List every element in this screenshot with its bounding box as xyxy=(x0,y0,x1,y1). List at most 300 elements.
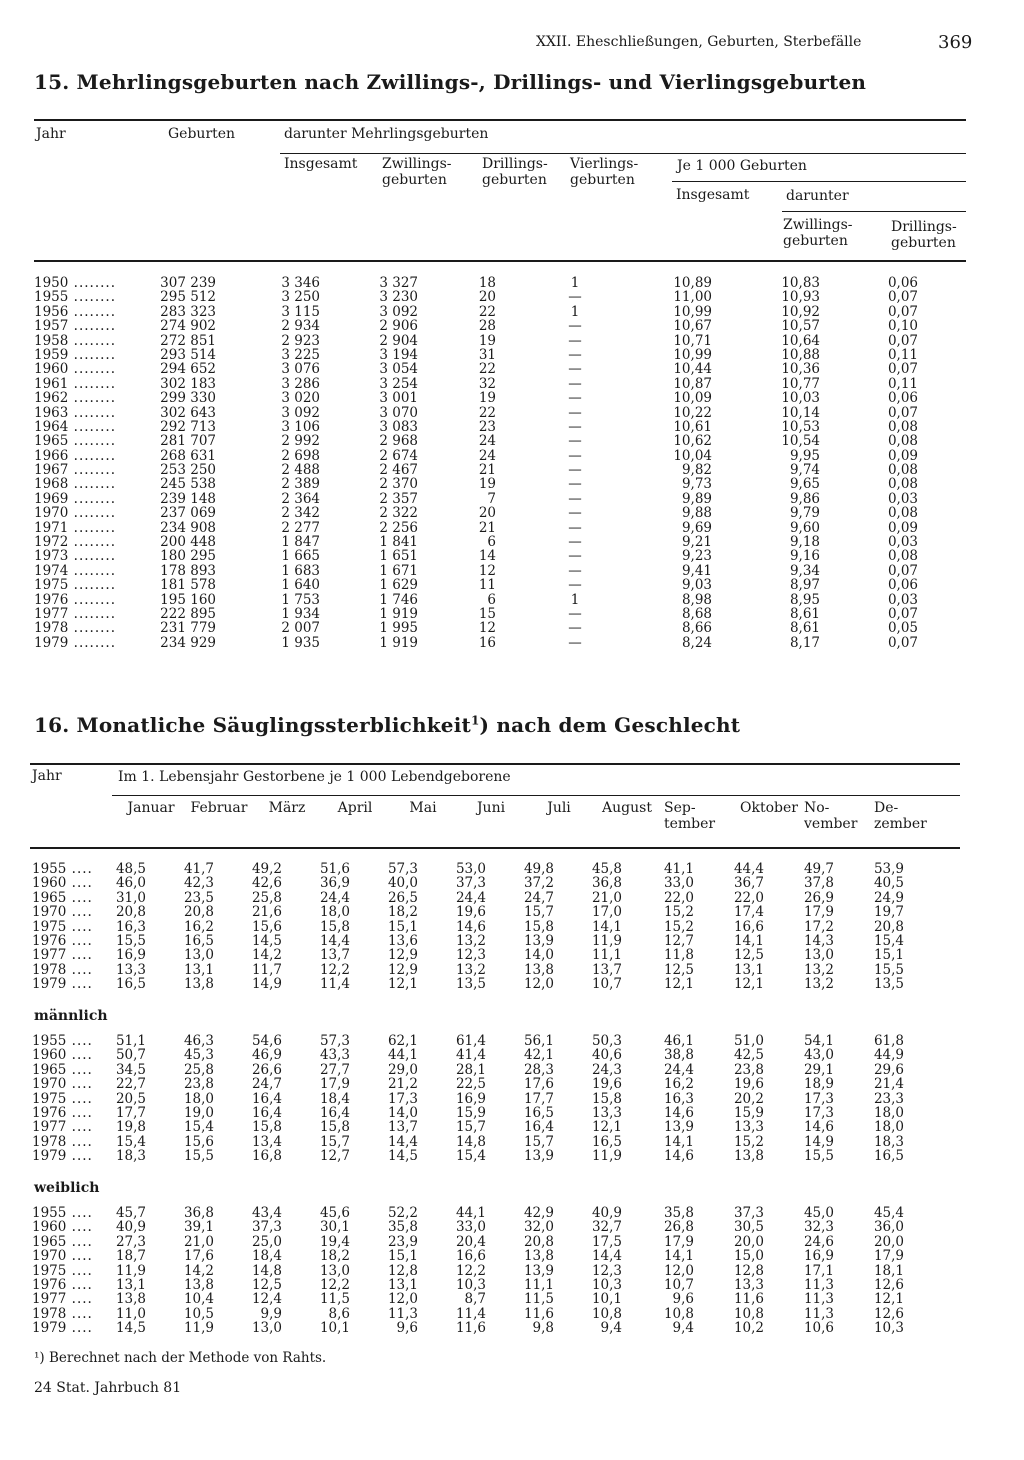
t16-cell: 43,0 xyxy=(803,1047,834,1064)
t15-cell: 0,06 xyxy=(887,577,918,594)
t15-cell: 1958 ..... xyxy=(34,334,144,348)
t15-cell: — xyxy=(568,519,582,536)
t16-col-month xyxy=(248,1206,282,1336)
t16-cell: 45,7 xyxy=(115,1205,146,1221)
t15-cell: 8,95 xyxy=(789,591,820,608)
t16-cell: 13,9 xyxy=(523,932,554,949)
t15-cell: 180 295 xyxy=(160,548,216,565)
t16-month-header: Sep- tember xyxy=(664,800,716,832)
t15-cell: 8,68 xyxy=(681,605,712,622)
t15-cell: 2 364 xyxy=(281,490,320,507)
t15-cell: 19 xyxy=(478,476,496,493)
t15-cell: 231 779 xyxy=(160,620,216,637)
t15-cell: 1 629 xyxy=(379,577,418,594)
t16-cell: 16,6 xyxy=(455,1248,486,1265)
t16-col-month xyxy=(800,862,834,992)
t16-cell: 12,1 xyxy=(663,976,694,993)
t15-cell: 2 904 xyxy=(379,332,418,349)
t16-cell: 36,9 xyxy=(319,875,350,892)
t16-year-cell: 1970 .... xyxy=(32,1077,93,1091)
t15-cell: 10,71 xyxy=(673,332,712,349)
t16-header-jahr: Jahr xyxy=(32,768,62,784)
t15-cell: 272 851 xyxy=(160,332,216,349)
t16-cell: 17,2 xyxy=(803,918,834,935)
t16-cell: 17,5 xyxy=(591,1233,622,1250)
t16-cell: 28,3 xyxy=(523,1061,554,1078)
t15-cell: 1966 ..... xyxy=(34,449,144,463)
t15-cell: 0,03 xyxy=(887,534,918,551)
t16-cell: 14,1 xyxy=(663,1248,694,1265)
t16-cell: 10,1 xyxy=(319,1320,350,1337)
t16-cell: 12,7 xyxy=(663,932,694,949)
t16-cell: 12,6 xyxy=(873,1305,904,1322)
t16-cell: 23,8 xyxy=(733,1061,764,1078)
t15-cell: 2 007 xyxy=(281,620,320,637)
t15-cell: 0,10 xyxy=(887,318,918,335)
t15-cell: 9,16 xyxy=(789,548,820,565)
t16-cell: 12,5 xyxy=(733,947,764,964)
t16-year-cell: 1970 .... xyxy=(32,905,93,919)
t15-cell: — xyxy=(568,476,582,493)
t15-cell: 294 652 xyxy=(160,361,216,378)
t15-cell: 3 001 xyxy=(379,390,418,407)
t15-cell: 19 xyxy=(478,332,496,349)
t15-header-je-zwillings: Zwillings- geburten xyxy=(783,217,853,249)
t15-cell: — xyxy=(568,346,582,363)
t16-col-month xyxy=(870,1034,904,1164)
t16-cell: 16,4 xyxy=(523,1119,554,1136)
t16-cell: 18,2 xyxy=(319,1248,350,1265)
t15-cell: 0,03 xyxy=(887,490,918,507)
t16-cell: 13,3 xyxy=(733,1276,764,1293)
t16-cell: 11,5 xyxy=(523,1291,554,1308)
t16-cell: 8,7 xyxy=(464,1291,486,1308)
t15-cell: 3 054 xyxy=(379,361,418,378)
t15-cell: 14 xyxy=(478,548,496,565)
t15-cell: 292 713 xyxy=(160,418,216,435)
t15-cell: — xyxy=(568,634,582,651)
t15-col-je-zwillings xyxy=(770,276,820,650)
t15-cell: 22 xyxy=(478,404,496,421)
t15-cell: 1965 ..... xyxy=(34,434,144,448)
t16-col-month xyxy=(316,1206,350,1336)
t16-cell: 14,6 xyxy=(455,918,486,935)
t15-cell: — xyxy=(568,490,582,507)
t16-cell: 12,1 xyxy=(387,976,418,993)
t16-cell: 36,0 xyxy=(873,1219,904,1236)
t15-cell: 253 250 xyxy=(160,462,216,479)
t16-year-cell: 1960 .... xyxy=(32,1048,93,1062)
t15-header-zwillings: Zwillings- geburten xyxy=(382,156,452,188)
t15-cell: 0,03 xyxy=(887,591,918,608)
t15-cell: 0,08 xyxy=(887,548,918,565)
t15-cell: — xyxy=(568,361,582,378)
t16-cell: 16,3 xyxy=(663,1090,694,1107)
t16-col-month xyxy=(180,862,214,992)
t16-cell: 13,8 xyxy=(523,961,554,978)
t16-cell: 15,4 xyxy=(873,932,904,949)
t15-cell: 0,08 xyxy=(887,433,918,450)
t16-col-month xyxy=(588,862,622,992)
t16-cell: 13,9 xyxy=(523,1148,554,1165)
t16-cell: 14,1 xyxy=(733,932,764,949)
t16-cell: 12,1 xyxy=(873,1291,904,1308)
t16-cell: 35,8 xyxy=(387,1219,418,1236)
t16-cell: 11,6 xyxy=(455,1320,486,1337)
t16-cell: 24,4 xyxy=(663,1061,694,1078)
t15-header-darunter-mehrlings: darunter Mehrlingsgeburten xyxy=(284,126,489,142)
t16-col-month xyxy=(870,1206,904,1336)
t15-cell: 9,41 xyxy=(681,562,712,579)
t16-cell: 13,2 xyxy=(803,961,834,978)
t15-cell: — xyxy=(568,390,582,407)
t15-cell: 9,65 xyxy=(789,476,820,493)
t15-cell: 10,36 xyxy=(781,361,820,378)
t16-cell: 11,4 xyxy=(455,1305,486,1322)
t16-year-cell: 1965 .... xyxy=(32,1235,93,1249)
t16-col-month xyxy=(112,1034,146,1164)
t16-cell: 24,7 xyxy=(523,889,554,906)
t16-cell: 49,2 xyxy=(251,861,282,877)
t16-cell: 39,1 xyxy=(183,1219,214,1236)
t15-col-jahr xyxy=(34,276,144,650)
t16-cell: 17,6 xyxy=(183,1248,214,1265)
t15-cell: 1967 ..... xyxy=(34,463,144,477)
t15-header-geburten: Geburten xyxy=(168,126,236,142)
t15-cell: 9,88 xyxy=(681,505,712,522)
t16-cell: 44,9 xyxy=(873,1047,904,1064)
t15-cell: 9,89 xyxy=(681,490,712,507)
t16-cell: 19,6 xyxy=(733,1076,764,1093)
t15-cell: 9,86 xyxy=(789,490,820,507)
t16-cell: 26,5 xyxy=(387,889,418,906)
t16-cell: 15,5 xyxy=(873,961,904,978)
t16-cell: 12,9 xyxy=(387,947,418,964)
t15-cell: 3 076 xyxy=(281,361,320,378)
t16-group-label: männlich xyxy=(34,1008,108,1024)
t16-cell: 23,5 xyxy=(183,889,214,906)
t15-cell: 1 746 xyxy=(379,591,418,608)
t16-cell: 48,5 xyxy=(115,861,146,877)
t15-cell: 24 xyxy=(478,447,496,464)
t15-cell: 245 538 xyxy=(160,476,216,493)
t16-cell: 29,6 xyxy=(873,1061,904,1078)
t15-cell: 1973 ..... xyxy=(34,549,144,563)
t15-cell: 10,83 xyxy=(781,275,820,291)
t15-cell: 24 xyxy=(478,433,496,450)
t15-cell: 9,69 xyxy=(681,519,712,536)
t15-cell: 1956 ..... xyxy=(34,305,144,319)
t15-cell: 10,61 xyxy=(673,418,712,435)
t16-cell: 15,2 xyxy=(663,918,694,935)
t16-cell: 14,4 xyxy=(319,932,350,949)
t16-col-month xyxy=(316,1034,350,1164)
t15-cell: 2 488 xyxy=(281,462,320,479)
t16-cell: 11,3 xyxy=(803,1276,834,1293)
t16-cell: 14,1 xyxy=(663,1133,694,1150)
t16-col-month xyxy=(588,1206,622,1336)
t15-cell: 1968 ..... xyxy=(34,477,144,491)
t15-cell: 0,05 xyxy=(887,620,918,637)
t16-rule-sub xyxy=(112,795,960,796)
t15-cell: 2 389 xyxy=(281,476,320,493)
t15-cell: 0,07 xyxy=(887,303,918,320)
t16-year-cell: 1975 .... xyxy=(32,920,93,934)
t16-cell: 13,8 xyxy=(115,1291,146,1308)
t15-cell: 200 448 xyxy=(160,534,216,551)
t16-cell: 13,3 xyxy=(591,1104,622,1121)
t16-year-cell: 1960 .... xyxy=(32,1220,93,1234)
t15-cell: 10,67 xyxy=(673,318,712,335)
t15-cell: 274 902 xyxy=(160,318,216,335)
t16-cell: 16,4 xyxy=(251,1104,282,1121)
t15-cell: — xyxy=(568,620,582,637)
t16-month-header: Oktober xyxy=(740,800,798,816)
t16-cell: 15,5 xyxy=(115,932,146,949)
t15-cell: 10,03 xyxy=(781,390,820,407)
t16-cell: 42,9 xyxy=(523,1205,554,1221)
t16-cell: 30,5 xyxy=(733,1219,764,1236)
t15-cell: 1971 ..... xyxy=(34,521,144,535)
t16-cell: 9,6 xyxy=(672,1291,694,1308)
t15-cell: 15 xyxy=(478,605,496,622)
t16-cell: 16,9 xyxy=(455,1090,486,1107)
t15-cell: 1 640 xyxy=(281,577,320,594)
t15-cell: — xyxy=(568,534,582,551)
t15-cell: 9,79 xyxy=(789,505,820,522)
t16-col-month xyxy=(730,1034,764,1164)
t15-cell: 10,87 xyxy=(673,375,712,392)
t16-cell: 13,0 xyxy=(183,947,214,964)
t16-cell: 46,9 xyxy=(251,1047,282,1064)
t15-cell: 22 xyxy=(478,303,496,320)
t16-year-cell: 1976 .... xyxy=(32,934,93,948)
t15-cell: — xyxy=(568,418,582,435)
t15-cell: 2 256 xyxy=(379,519,418,536)
t15-cell: 0,08 xyxy=(887,418,918,435)
t16-cell: 14,9 xyxy=(803,1133,834,1150)
t16-cell: 33,0 xyxy=(663,875,694,892)
t15-cell: 0,06 xyxy=(887,390,918,407)
t16-month-header: Juni xyxy=(476,800,506,816)
t15-cell: 1 651 xyxy=(379,548,418,565)
t16-cell: 17,1 xyxy=(803,1262,834,1279)
t16-cell: 14,0 xyxy=(387,1104,418,1121)
t16-cell: 16,9 xyxy=(115,947,146,964)
t16-cell: 36,7 xyxy=(733,875,764,892)
t16-cell: 12,8 xyxy=(387,1262,418,1279)
t16-cell: 11,9 xyxy=(115,1262,146,1279)
t16-month-header: Juli xyxy=(547,800,571,816)
t16-cell: 14,6 xyxy=(663,1148,694,1165)
t15-cell: 9,60 xyxy=(789,519,820,536)
t15-cell: 181 578 xyxy=(160,577,216,594)
t16-col-month xyxy=(248,862,282,992)
t16-cell: 20,8 xyxy=(523,1233,554,1250)
t15-cell: 1974 ..... xyxy=(34,564,144,578)
t15-cell: 9,74 xyxy=(789,462,820,479)
t16-cell: 18,0 xyxy=(873,1104,904,1121)
t16-cell: 19,6 xyxy=(455,904,486,921)
t16-cell: 13,5 xyxy=(873,976,904,993)
t15-col-zwillings xyxy=(360,276,418,650)
t16-col-month xyxy=(520,1206,554,1336)
t16-cell: 54,1 xyxy=(803,1033,834,1049)
t15-cell: 12 xyxy=(478,562,496,579)
t16-cell: 45,8 xyxy=(591,861,622,877)
t16-col-month xyxy=(384,1034,418,1164)
t16-cell: 11,1 xyxy=(523,1276,554,1293)
t16-cell: 13,7 xyxy=(591,961,622,978)
t16-year-cell: 1975 .... xyxy=(32,1264,93,1278)
t16-col-month xyxy=(452,1206,486,1336)
t15-cell: 3 070 xyxy=(379,404,418,421)
t16-cell: 13,4 xyxy=(251,1133,282,1150)
t16-cell: 52,2 xyxy=(387,1205,418,1221)
t16-cell: 11,9 xyxy=(591,1148,622,1165)
t16-cell: 33,0 xyxy=(455,1219,486,1236)
t15-cell: 16 xyxy=(478,634,496,651)
t15-cell: 19 xyxy=(478,390,496,407)
t16-cell: 15,2 xyxy=(733,1133,764,1150)
t16-cell: 21,0 xyxy=(591,889,622,906)
t15-cell: 1972 ..... xyxy=(34,535,144,549)
t16-cell: 15,4 xyxy=(183,1119,214,1136)
t16-cell: 12,6 xyxy=(873,1276,904,1293)
t16-cell: 18,0 xyxy=(319,904,350,921)
t16-cell: 40,9 xyxy=(591,1205,622,1221)
table-16-top-rule xyxy=(30,763,960,765)
t15-cell: 1978 ..... xyxy=(34,621,144,635)
running-header: XXII. Eheschließungen, Geburten, Sterbefälle xyxy=(536,34,862,50)
t16-cell: 17,9 xyxy=(663,1233,694,1250)
t15-cell: 32 xyxy=(478,375,496,392)
t15-cell: 2 923 xyxy=(281,332,320,349)
t16-cell: 13,8 xyxy=(183,976,214,993)
t16-cell: 29,0 xyxy=(387,1061,418,1078)
t16-cell: 11,1 xyxy=(591,947,622,964)
t16-cell: 30,1 xyxy=(319,1219,350,1236)
t15-cell: 10,04 xyxy=(673,447,712,464)
t15-header-jahr: Jahr xyxy=(36,126,66,142)
t15-cell: 9,18 xyxy=(789,534,820,551)
t15-col-insgesamt xyxy=(262,276,320,650)
t16-cell: 16,4 xyxy=(319,1104,350,1121)
t16-cell: 12,9 xyxy=(387,961,418,978)
t16-cell: 18,2 xyxy=(387,904,418,921)
t16-cell: 15,5 xyxy=(183,1148,214,1165)
t15-cell: 3 194 xyxy=(379,346,418,363)
t15-cell: 2 277 xyxy=(281,519,320,536)
t16-cell: 11,0 xyxy=(115,1305,146,1322)
t16-cell: 19,6 xyxy=(591,1076,622,1093)
t16-title-footnote-mark: 1 xyxy=(470,713,480,728)
t16-cell: 14,4 xyxy=(591,1248,622,1265)
t16-col-month xyxy=(384,862,418,992)
t16-cell: 13,5 xyxy=(455,976,486,993)
t16-col-month xyxy=(520,862,554,992)
t16-cell: 37,8 xyxy=(803,875,834,892)
t16-cell: 12,2 xyxy=(319,961,350,978)
t16-cell: 16,9 xyxy=(803,1248,834,1265)
t16-cell: 46,0 xyxy=(115,875,146,892)
t16-cell: 21,0 xyxy=(183,1233,214,1250)
t15-cell: 1975 ..... xyxy=(34,578,144,592)
t16-cell: 10,3 xyxy=(873,1320,904,1337)
t15-cell: 0,07 xyxy=(887,634,918,651)
t16-cell: 36,8 xyxy=(591,875,622,892)
t15-cell: 3 092 xyxy=(281,404,320,421)
t16-cell: 13,2 xyxy=(803,976,834,993)
t15-header-vierlings: Vierlings- geburten xyxy=(570,156,639,188)
t16-cell: 19,4 xyxy=(319,1233,350,1250)
t16-cell: 35,8 xyxy=(663,1205,694,1221)
t16-year-cell: 1975 .... xyxy=(32,1092,93,1106)
t15-cell: 0,07 xyxy=(887,605,918,622)
t16-cell: 42,1 xyxy=(523,1047,554,1064)
t16-cell: 13,2 xyxy=(455,932,486,949)
t16-cell: 18,0 xyxy=(183,1090,214,1107)
t15-cell: 8,17 xyxy=(789,634,820,651)
t16-cell: 13,1 xyxy=(183,961,214,978)
t15-header-je-darunter: darunter xyxy=(786,188,849,204)
t16-cell: 10,3 xyxy=(455,1276,486,1293)
t16-cell: 41,4 xyxy=(455,1047,486,1064)
t16-cell: 18,0 xyxy=(873,1119,904,1136)
t16-cell: 50,7 xyxy=(115,1047,146,1064)
t16-cell: 20,0 xyxy=(733,1233,764,1250)
t16-cell: 37,2 xyxy=(523,875,554,892)
t16-cell: 31,0 xyxy=(115,889,146,906)
t16-cell: 12,1 xyxy=(591,1119,622,1136)
t15-cell: 18 xyxy=(478,275,496,291)
t16-month-header: Januar xyxy=(127,800,175,816)
t15-cell: 1977 ..... xyxy=(34,607,144,621)
t16-year-cell: 1955 .... xyxy=(32,1206,93,1220)
t15-cell: 28 xyxy=(478,318,496,335)
t16-cell: 14,5 xyxy=(115,1320,146,1337)
t16-cell: 16,2 xyxy=(663,1076,694,1093)
t15-cell: — xyxy=(568,289,582,306)
t16-col-month xyxy=(588,1034,622,1164)
t16-col-month xyxy=(112,862,146,992)
t16-cell: 17,0 xyxy=(591,904,622,921)
t15-cell: 1 935 xyxy=(281,634,320,651)
t16-cell: 53,9 xyxy=(873,861,904,877)
t16-cell: 23,3 xyxy=(873,1090,904,1107)
t15-cell: 222 895 xyxy=(160,605,216,622)
t16-cell: 28,1 xyxy=(455,1061,486,1078)
t16-cell: 53,0 xyxy=(455,861,486,877)
t15-cell: 2 674 xyxy=(379,447,418,464)
t16-col-month xyxy=(248,1034,282,1164)
t16-col-month xyxy=(384,1206,418,1336)
t16-col-month xyxy=(452,862,486,992)
t16-cell: 56,1 xyxy=(523,1033,554,1049)
t15-cell: 21 xyxy=(478,519,496,536)
t15-cell: 2 322 xyxy=(379,505,418,522)
t15-cell: 1976 ..... xyxy=(34,593,144,607)
t16-year-cell: 1970 .... xyxy=(32,1249,93,1263)
t16-cell: 14,8 xyxy=(455,1133,486,1150)
t16-header-bottom-rule xyxy=(30,847,960,849)
t16-cell: 54,6 xyxy=(251,1033,282,1049)
t15-cell: 1 847 xyxy=(281,534,320,551)
t15-header-bottom-rule xyxy=(34,260,966,262)
t15-col-geburten xyxy=(150,276,216,650)
t15-header-je1000: Je 1 000 Geburten xyxy=(677,158,807,174)
t16-cell: 15,4 xyxy=(455,1148,486,1165)
